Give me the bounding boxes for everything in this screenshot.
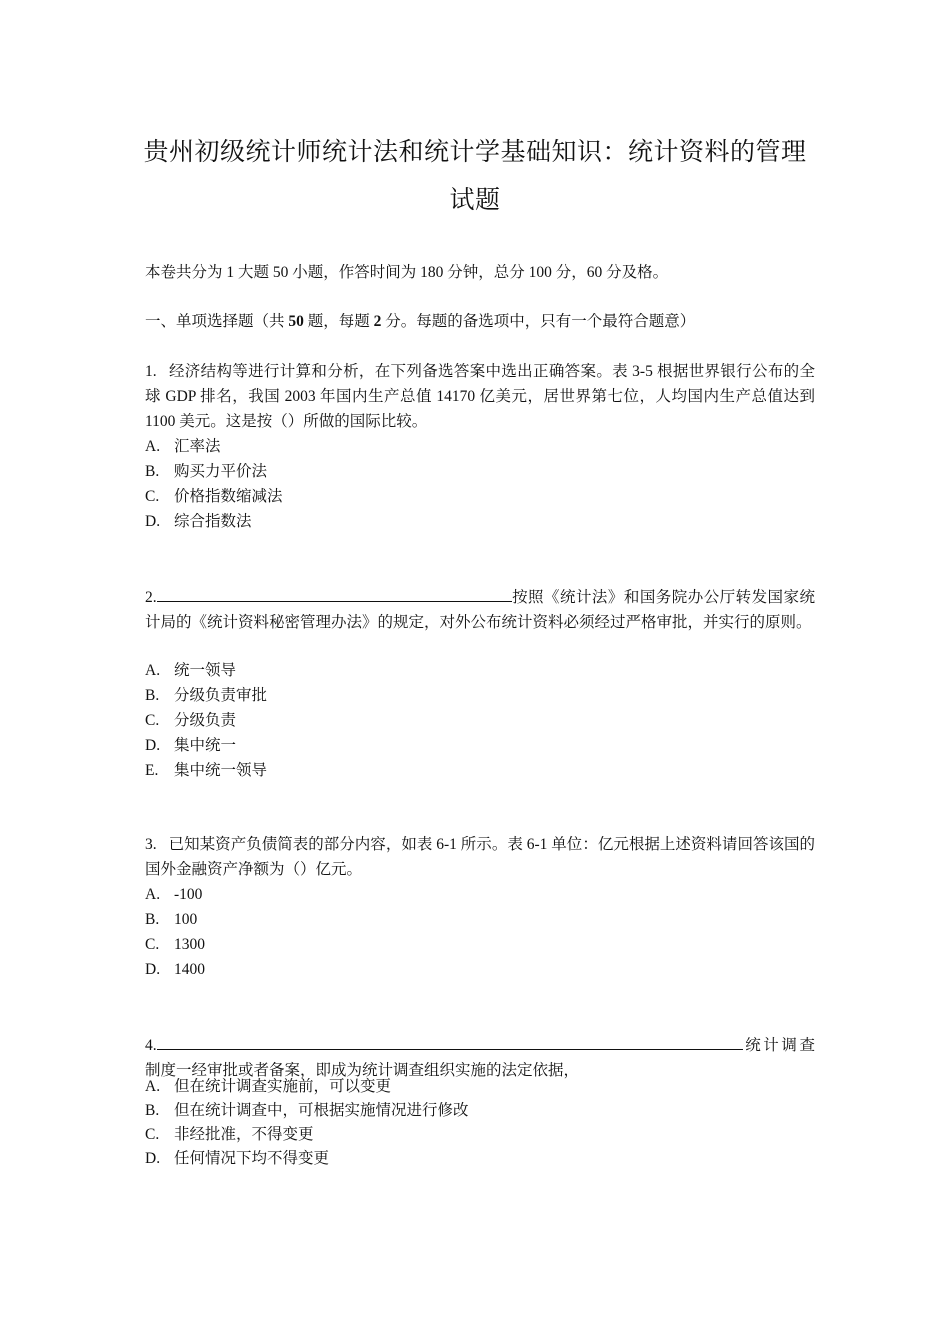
question-4-option-c[interactable] <box>145 1123 314 1147</box>
question-1-option-c[interactable] <box>145 485 283 509</box>
question-2-number: 2. <box>145 589 157 606</box>
document-title-line-1: 贵州初级统计师统计法和统计学基础知识：统计资料的管理 <box>143 139 807 166</box>
question-4-option-b[interactable] <box>145 1099 469 1123</box>
question-3-option-b[interactable] <box>145 908 197 932</box>
question-1-option-a[interactable] <box>145 435 221 459</box>
option-letter: A. <box>145 1078 161 1095</box>
question-3-text <box>145 832 815 882</box>
exam-intro: 本卷共分为 1 大题 50 小题，作答时间为 180 分钟，总分 100 分，60 分及格。 <box>145 264 669 281</box>
section-heading-suffix: 分。每题的备选项中，只有一个最符合题意） <box>381 313 696 330</box>
section-points: 2 <box>373 313 382 330</box>
question-3-number: 3. <box>145 836 157 853</box>
option-text: 分级负责审批 <box>174 687 268 704</box>
option-letter: D. <box>145 1150 161 1167</box>
answer-blank <box>157 1031 743 1050</box>
option-letter: E. <box>145 762 159 779</box>
question-4-option-d[interactable] <box>145 1147 329 1171</box>
option-text: 1400 <box>174 961 205 978</box>
option-letter: B. <box>145 1102 160 1119</box>
question-1-number: 1. <box>145 363 157 380</box>
option-text: 任何情况下均不得变更 <box>174 1150 330 1167</box>
option-letter: D. <box>145 961 161 978</box>
question-3-option-a[interactable] <box>145 883 202 907</box>
option-text: 非经批准，不得变更 <box>174 1126 314 1143</box>
question-2-text <box>145 583 815 635</box>
question-2-option-a[interactable] <box>145 659 236 683</box>
question-1-option-d[interactable] <box>145 510 252 534</box>
question-2-option-d[interactable] <box>145 734 236 758</box>
option-text: 但在统计调查实施前，可以变更 <box>174 1078 392 1095</box>
question-3-option-d[interactable] <box>145 958 205 982</box>
option-text: 1300 <box>174 936 205 953</box>
section-question-count: 50 <box>288 313 304 330</box>
question-1-option-b[interactable] <box>145 460 267 484</box>
option-letter: B. <box>145 911 160 928</box>
question-2-option-e[interactable] <box>145 759 267 783</box>
question-4-stem: 统计调查制度一经审批或者备案，即成为统计调查组织实施的法定依据， <box>145 1037 815 1079</box>
answer-blank <box>157 583 512 602</box>
question-2-stem: 按照《统计法》和国务院办公厅转发国家统计局的《统计资料秘密管理办法》的规定，对外公布统计资料必须经过严格审批，并实行的原则。 <box>145 589 815 631</box>
option-letter: B. <box>145 687 160 704</box>
option-text: 统一领导 <box>174 662 237 679</box>
option-letter: D. <box>145 513 161 530</box>
section-heading-prefix: 一、单项选择题（共 <box>145 313 289 330</box>
option-text: -100 <box>174 886 203 903</box>
option-text: 但在统计调查中，可根据实施情况进行修改 <box>174 1102 469 1119</box>
question-1-text <box>145 359 815 434</box>
question-4-number: 4. <box>145 1037 157 1054</box>
option-letter: C. <box>145 712 160 729</box>
section-heading-middle: 题，每题 <box>303 313 374 330</box>
option-letter: A. <box>145 886 161 903</box>
section-heading <box>145 310 813 334</box>
option-text: 价格指数缩减法 <box>174 488 283 505</box>
option-text: 购买力平价法 <box>174 463 268 480</box>
option-text: 分级负责 <box>174 712 237 729</box>
option-text: 综合指数法 <box>174 513 252 530</box>
question-1-stem: 经济结构等进行计算和分析，在下列备选答案中选出正确答案。表 3-5 根据世界银行公布的全球 GDP 排名，我国 2003 年国内生产总值 14170 亿美元，居世界第七位，人均国内生产总值达到 1100 美元。这是按（）所做的国际比较。 <box>145 363 815 430</box>
option-letter: A. <box>145 662 161 679</box>
question-3-stem: 已知某资产负债简表的部分内容，如表 6-1 所示。表 6-1 单位：亿元根据上述资料请回答该国的国外金融资产净额为（）亿元。 <box>145 836 815 878</box>
option-letter: B. <box>145 463 160 480</box>
option-text: 100 <box>174 911 198 928</box>
question-2-option-c[interactable] <box>145 709 236 733</box>
option-letter: C. <box>145 936 160 953</box>
document-title-line-2: 试题 <box>449 187 501 214</box>
option-text: 汇率法 <box>174 438 221 455</box>
option-letter: A. <box>145 438 161 455</box>
option-text: 集中统一 <box>174 737 237 754</box>
option-letter: C. <box>145 488 160 505</box>
option-letter: C. <box>145 1126 160 1143</box>
option-letter: D. <box>145 737 161 754</box>
question-4-option-a[interactable] <box>145 1075 391 1099</box>
question-3-option-c[interactable] <box>145 933 205 957</box>
question-2-option-b[interactable] <box>145 684 267 708</box>
option-text: 集中统一领导 <box>174 762 268 779</box>
